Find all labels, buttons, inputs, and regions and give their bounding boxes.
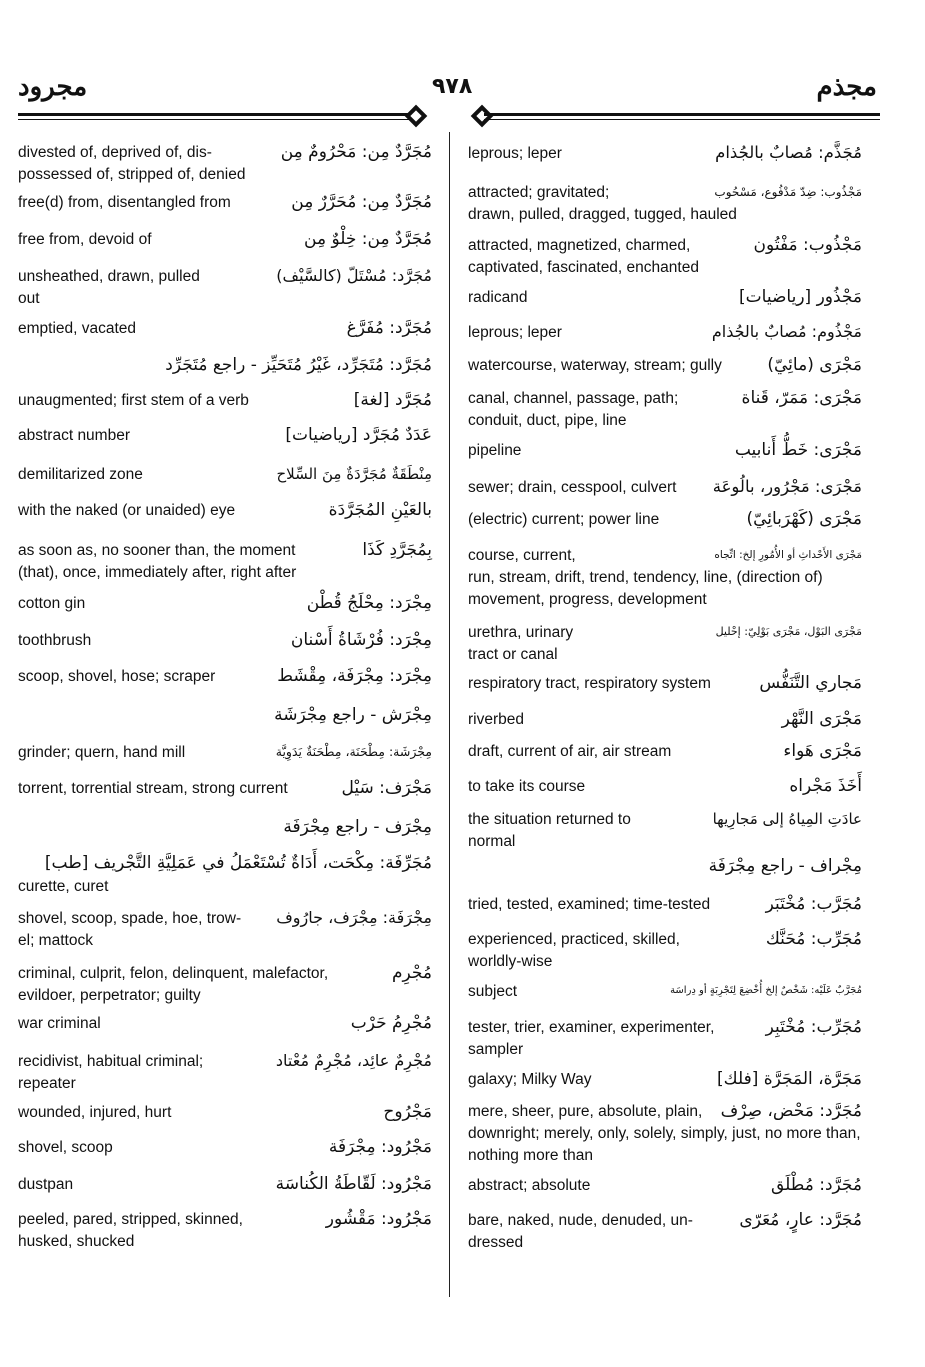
arabic-headword: مَجْرَى: مَجْرُور، بالُوعَة <box>712 477 862 496</box>
ornament-diamond-right <box>471 105 494 128</box>
arabic-headword: مِجْرَد: مِحْلَجُ قُطْن <box>306 593 432 613</box>
arabic-headword: مُجَرَّد [لغة] <box>353 390 432 410</box>
dictionary-entry <box>468 894 862 916</box>
dictionary-entry <box>468 440 862 462</box>
dictionary-entry <box>468 709 862 731</box>
dictionary-entry <box>468 287 862 309</box>
arabic-headword: مَجْذُوم: مُصابٌ بالجُذام <box>711 322 862 341</box>
arabic-headword: مَجْرَى (مائِيّ) <box>767 355 862 375</box>
dictionary-entry <box>468 143 862 165</box>
dictionary-entry <box>468 853 862 879</box>
dictionary-entry <box>468 388 862 432</box>
arabic-headword: مُجْرِمُ حَرْب <box>350 1013 432 1033</box>
dictionary-entry <box>468 776 862 798</box>
arabic-headword: مَجْرُود: مِجْرَفَة <box>328 1137 432 1157</box>
english-gloss: unsheathed, drawn, pulled <box>18 268 200 285</box>
dictionary-entry <box>18 742 432 764</box>
dictionary-entry <box>18 1174 432 1196</box>
dictionary-entry <box>468 235 862 279</box>
dictionary-entry <box>468 355 862 377</box>
arabic-headword: مُجَرِّب: مُحَنَّك <box>765 929 862 949</box>
english-gloss-continuation: captivated, fascinated, enchanted <box>468 259 699 276</box>
english-gloss-continuation: out <box>18 290 40 307</box>
english-gloss: urethra, urinary <box>468 624 574 641</box>
english-gloss: (electric) current; power line <box>468 511 660 528</box>
dictionary-entry <box>18 1102 432 1124</box>
arabic-headword: مُجَرَّد: مُطْلَق <box>770 1175 862 1195</box>
english-gloss: attracted, magnetized, charmed, <box>468 237 691 254</box>
dictionary-entry <box>468 929 862 973</box>
arabic-headword: مِجْرَد: فُرْشَاةُ أَسْنان <box>290 630 432 650</box>
arabic-headword: مُجَرَّبٌ عَلَيْه: شَخْصٌ إلخ أُخْضِعَ لِتَجْرِبَةٍ أو دِراسَة <box>670 985 862 996</box>
english-gloss: the situation returned to <box>468 811 631 828</box>
english-gloss: emptied, vacated <box>18 320 137 337</box>
arabic-headword: مَجْرَى البَوْل، مَجْرَى بَوْلِيّ: إحْليل <box>715 625 862 638</box>
english-gloss: abstract; absolute <box>468 1177 591 1194</box>
english-gloss: watercourse, waterway, stream; gully <box>468 357 722 374</box>
english-gloss: free(d) from, disentangled from <box>18 194 231 211</box>
english-gloss: course, current, <box>468 547 576 564</box>
arabic-headword: مُجَرَّدٌ مِن: مُحَرَّرٌ مِن <box>291 192 432 212</box>
dictionary-entry <box>18 1209 432 1253</box>
english-gloss: unaugmented; first stem of a verb <box>18 392 249 409</box>
dictionary-entry <box>18 142 432 186</box>
english-gloss: shovel, scoop, spade, hoe, trow- <box>18 910 242 927</box>
dictionary-entry <box>18 666 432 688</box>
dictionary-entry <box>18 1137 432 1159</box>
dictionary-entry <box>468 509 862 531</box>
dictionary-entry <box>468 673 862 695</box>
arabic-headword: مَجْرَى (كَهْرَبائِيّ) <box>746 509 862 529</box>
dictionary-entry <box>468 981 862 1003</box>
dictionary-entry <box>18 778 432 800</box>
english-gloss: bare, naked, nude, denuded, un- <box>468 1212 693 1229</box>
english-gloss: riverbed <box>468 711 524 728</box>
english-gloss: as soon as, no sooner than, the moment <box>18 542 296 559</box>
arabic-headword: مُجَرَّب: مُخْتَبَر <box>765 894 862 914</box>
arabic-headword: مُجَرَّدٌ مِن: مَحْرُومٌ مِن <box>280 142 432 162</box>
dictionary-entry <box>18 1051 432 1095</box>
arabic-headword: بالعَيْنِ المُجَرَّدَة <box>328 500 432 520</box>
dictionary-entry <box>468 477 862 499</box>
english-gloss-continuation: curette, curet <box>18 878 109 895</box>
arabic-headword: مَجْرُود: مَقْشُور <box>325 1209 432 1229</box>
arabic-headword: مَجْرَى هَواء <box>783 741 862 761</box>
running-head-left: مجرود <box>18 72 88 102</box>
arabic-headword: مِنْطَقَةٌ مُجَرَّدَةٌ مِنَ السِّلاح <box>276 465 432 483</box>
english-gloss-continuation: (that), once, immediately after, right after <box>18 564 297 581</box>
arabic-headword: مُجَرِّفَة: مِكْحَت، أَدَاةٌ تُسْتَعْمَلُ في عَمَلِيَّةِ التَّجْريف [طب] <box>44 853 432 873</box>
english-gloss: attracted; gravitated; <box>468 184 610 201</box>
dictionary-entry <box>18 908 432 952</box>
arabic-headword: مَجاري التَّنَفُّس <box>759 673 862 693</box>
dictionary-entry <box>468 182 862 226</box>
arabic-headword: مُجَرَّد: مَحْض، صِرْف <box>720 1101 862 1121</box>
english-gloss: shovel, scoop <box>18 1139 113 1156</box>
english-gloss: draft, current of air, air stream <box>468 743 672 760</box>
english-gloss-continuation: worldly-wise <box>468 953 553 970</box>
dictionary-entry <box>468 1210 862 1254</box>
column-divider <box>449 132 450 1297</box>
english-gloss-continuation: run, stream, drift, trend, tendency, line, (direction of) movement, progress, development <box>468 569 823 608</box>
english-gloss-continuation: conduit, duct, pipe, line <box>468 412 627 429</box>
english-gloss-continuation: possessed of, stripped of, denied <box>18 166 246 183</box>
arabic-headword: مَجْذُور [رياضيات] <box>739 287 862 307</box>
dictionary-entry <box>18 963 432 1007</box>
english-gloss: scoop, shovel, hose; scraper <box>18 668 216 685</box>
arabic-headword: أَخَذَ مَجْراه <box>789 776 862 796</box>
english-gloss: galaxy; Milky Way <box>468 1071 592 1088</box>
english-gloss: wounded, injured, hurt <box>18 1104 172 1121</box>
english-gloss-continuation: sampler <box>468 1041 524 1058</box>
english-gloss: divested of, deprived of, dis- <box>18 144 212 161</box>
english-gloss: subject <box>468 983 518 1000</box>
dictionary-entry <box>18 593 432 615</box>
arabic-headword: عادَتِ المِياهُ إلى مَجارِيها <box>712 810 862 828</box>
arabic-headword: مَجْرُوح <box>383 1102 432 1122</box>
dictionary-entry <box>18 850 432 898</box>
arabic-headword: مُجْرِمٌ عائِد، مُجْرِمٌ مُعْتاد <box>275 1051 432 1070</box>
dictionary-entry <box>18 425 432 447</box>
dictionary-entry <box>468 322 862 344</box>
dictionary-entry <box>18 390 432 412</box>
dictionary-entry <box>468 545 862 611</box>
arabic-headword: عَدَدٌ مُجَرَّد [رياضيات] <box>285 425 432 445</box>
english-gloss: criminal, culprit, felon, delinquent, malefactor, <box>18 965 329 982</box>
header-rule-left-thin <box>18 119 416 120</box>
dictionary-entry <box>18 318 432 340</box>
english-gloss: to take its course <box>468 778 586 795</box>
english-gloss-continuation: downright; merely, only, solely, simply, just, no more than, nothing more than <box>468 1125 861 1164</box>
english-gloss: canal, channel, passage, path; <box>468 390 679 407</box>
dictionary-entry <box>468 809 862 853</box>
english-gloss-continuation: dressed <box>468 1234 524 1251</box>
header-rule-left <box>18 113 416 116</box>
arabic-headword: مَجْرَى الأَحْداثِ أو الأُمُورِ إلخ: اتِّجاه <box>714 549 862 561</box>
arabic-headword: مُجَرَّدٌ مِن: خِلْوٌ مِن <box>304 229 432 249</box>
dictionary-entry <box>18 540 432 584</box>
english-gloss: experienced, practiced, skilled, <box>468 931 680 948</box>
english-gloss: peeled, pared, stripped, skinned, <box>18 1211 243 1228</box>
dictionary-entry <box>468 1175 862 1197</box>
dictionary-entry <box>18 702 432 728</box>
arabic-headword: مُجَرَّد: مُسْتَلّ (كالسَّيْف) <box>276 266 432 285</box>
arabic-headword: مِجْراف - راجع مِجْرَفَة <box>708 856 862 876</box>
english-gloss: free from, devoid of <box>18 231 152 248</box>
running-head-right: مجذم <box>816 72 877 102</box>
arabic-headword: مَجْرُود: لَقّاطَةُ الكُناسَة <box>275 1174 432 1194</box>
dictionary-entry <box>468 1101 862 1167</box>
dictionary-entry <box>18 352 432 378</box>
english-gloss-continuation: evildoer, perpetrator; guilty <box>18 987 201 1004</box>
english-gloss-continuation: repeater <box>18 1075 76 1092</box>
arabic-headword: مِجْرَفَة: مِجْرَف، جارُوف <box>276 908 432 927</box>
page-number: ٩٧٨ <box>432 74 473 99</box>
arabic-headword: مِجْرَشَة: مِطْحَنَة، مِطْحَنَةٌ يَدَوِيَّة <box>275 744 432 759</box>
english-gloss: grinder; quern, hand mill <box>18 744 186 761</box>
arabic-headword: مُجَرِّب: مُخْتَبِر <box>765 1017 862 1037</box>
english-gloss-continuation: el; mattock <box>18 932 93 949</box>
arabic-headword: مَجَرَّة، المَجَرَّة [فلك] <box>717 1069 862 1089</box>
english-gloss-continuation: normal <box>468 833 516 850</box>
header-rule-right-thin <box>484 119 880 120</box>
arabic-headword: مُجَذَّم: مُصابٌ بالجُذام <box>715 143 862 162</box>
english-gloss: mere, sheer, pure, absolute, plain, <box>468 1103 703 1120</box>
dictionary-entry <box>18 1013 432 1035</box>
english-gloss-continuation: husked, shucked <box>18 1233 135 1250</box>
dictionary-entry <box>468 1069 862 1091</box>
arabic-headword: مُجَرَّد: مُتَجَرِّد، غَيْرُ مُتَحَيِّز - راجع مُتَجَرِّد <box>165 355 432 375</box>
english-gloss: radicand <box>468 289 528 306</box>
arabic-headword: مَجْذُوب: مَفْتُون <box>753 235 862 255</box>
arabic-headword: مَجْرَف: سَيْل <box>341 778 432 798</box>
english-gloss: demilitarized zone <box>18 466 143 483</box>
english-gloss: war criminal <box>18 1015 101 1032</box>
arabic-headword: مُجَرَّد: عارٍ، مُعَرّى <box>739 1210 862 1230</box>
dictionary-entry <box>468 622 862 666</box>
dictionary-entry <box>468 741 862 763</box>
english-gloss: tried, tested, examined; time-tested <box>468 896 711 913</box>
arabic-headword: مَجْذُوب: ضِدّ مَدْفُوع، مَسْحُوب <box>714 185 862 199</box>
english-gloss: with the naked (or unaided) eye <box>18 502 236 519</box>
english-gloss-continuation: tract or canal <box>468 646 558 663</box>
english-gloss: torrent, torrential stream, strong current <box>18 780 288 797</box>
dictionary-entry <box>468 1017 862 1061</box>
english-gloss: recidivist, habitual criminal; <box>18 1053 204 1070</box>
header-rule-right <box>484 113 880 116</box>
arabic-headword: مِجْرَد: مِجْرَفَة، مِقْشَط <box>277 666 432 686</box>
arabic-headword: مِجْرَش - راجع مِجْرَشَة <box>274 705 432 725</box>
dictionary-entry <box>18 814 432 840</box>
english-gloss: leprous; leper <box>468 324 562 341</box>
arabic-headword: مِجْرَف - راجع مِجْرَفَة <box>283 817 432 837</box>
english-gloss: dustpan <box>18 1176 74 1193</box>
english-gloss: abstract number <box>18 427 130 444</box>
dictionary-entry <box>18 229 432 251</box>
arabic-headword: مَجْرَى النَّهْر <box>781 709 862 729</box>
english-gloss: respiratory tract, respiratory system <box>468 675 711 692</box>
english-gloss: sewer; drain, cesspool, culvert <box>468 479 677 496</box>
ornament-diamond-left <box>405 105 428 128</box>
arabic-headword: مُجَرَّد: مُفَرَّغ <box>346 318 432 338</box>
english-gloss: pipeline <box>468 442 522 459</box>
dictionary-entry <box>18 630 432 652</box>
english-gloss: leprous; leper <box>468 145 562 162</box>
arabic-headword: مَجْرَى: خَطُّ أَنابيب <box>734 440 862 460</box>
arabic-headword: بِمُجَرَّدِ كَذَا <box>362 540 432 560</box>
arabic-headword: مَجْرَى: مَمَرّ، قَناة <box>741 388 862 408</box>
arabic-headword: مُجْرِم <box>392 963 432 983</box>
english-gloss: toothbrush <box>18 632 92 649</box>
english-gloss-continuation: drawn, pulled, dragged, tugged, hauled <box>468 206 737 223</box>
dictionary-entry <box>18 192 432 214</box>
english-gloss: cotton gin <box>18 595 86 612</box>
dictionary-entry <box>18 500 432 522</box>
dictionary-entry <box>18 464 432 486</box>
english-gloss: tester, trier, examiner, experimenter, <box>468 1019 715 1036</box>
dictionary-entry <box>18 266 432 310</box>
